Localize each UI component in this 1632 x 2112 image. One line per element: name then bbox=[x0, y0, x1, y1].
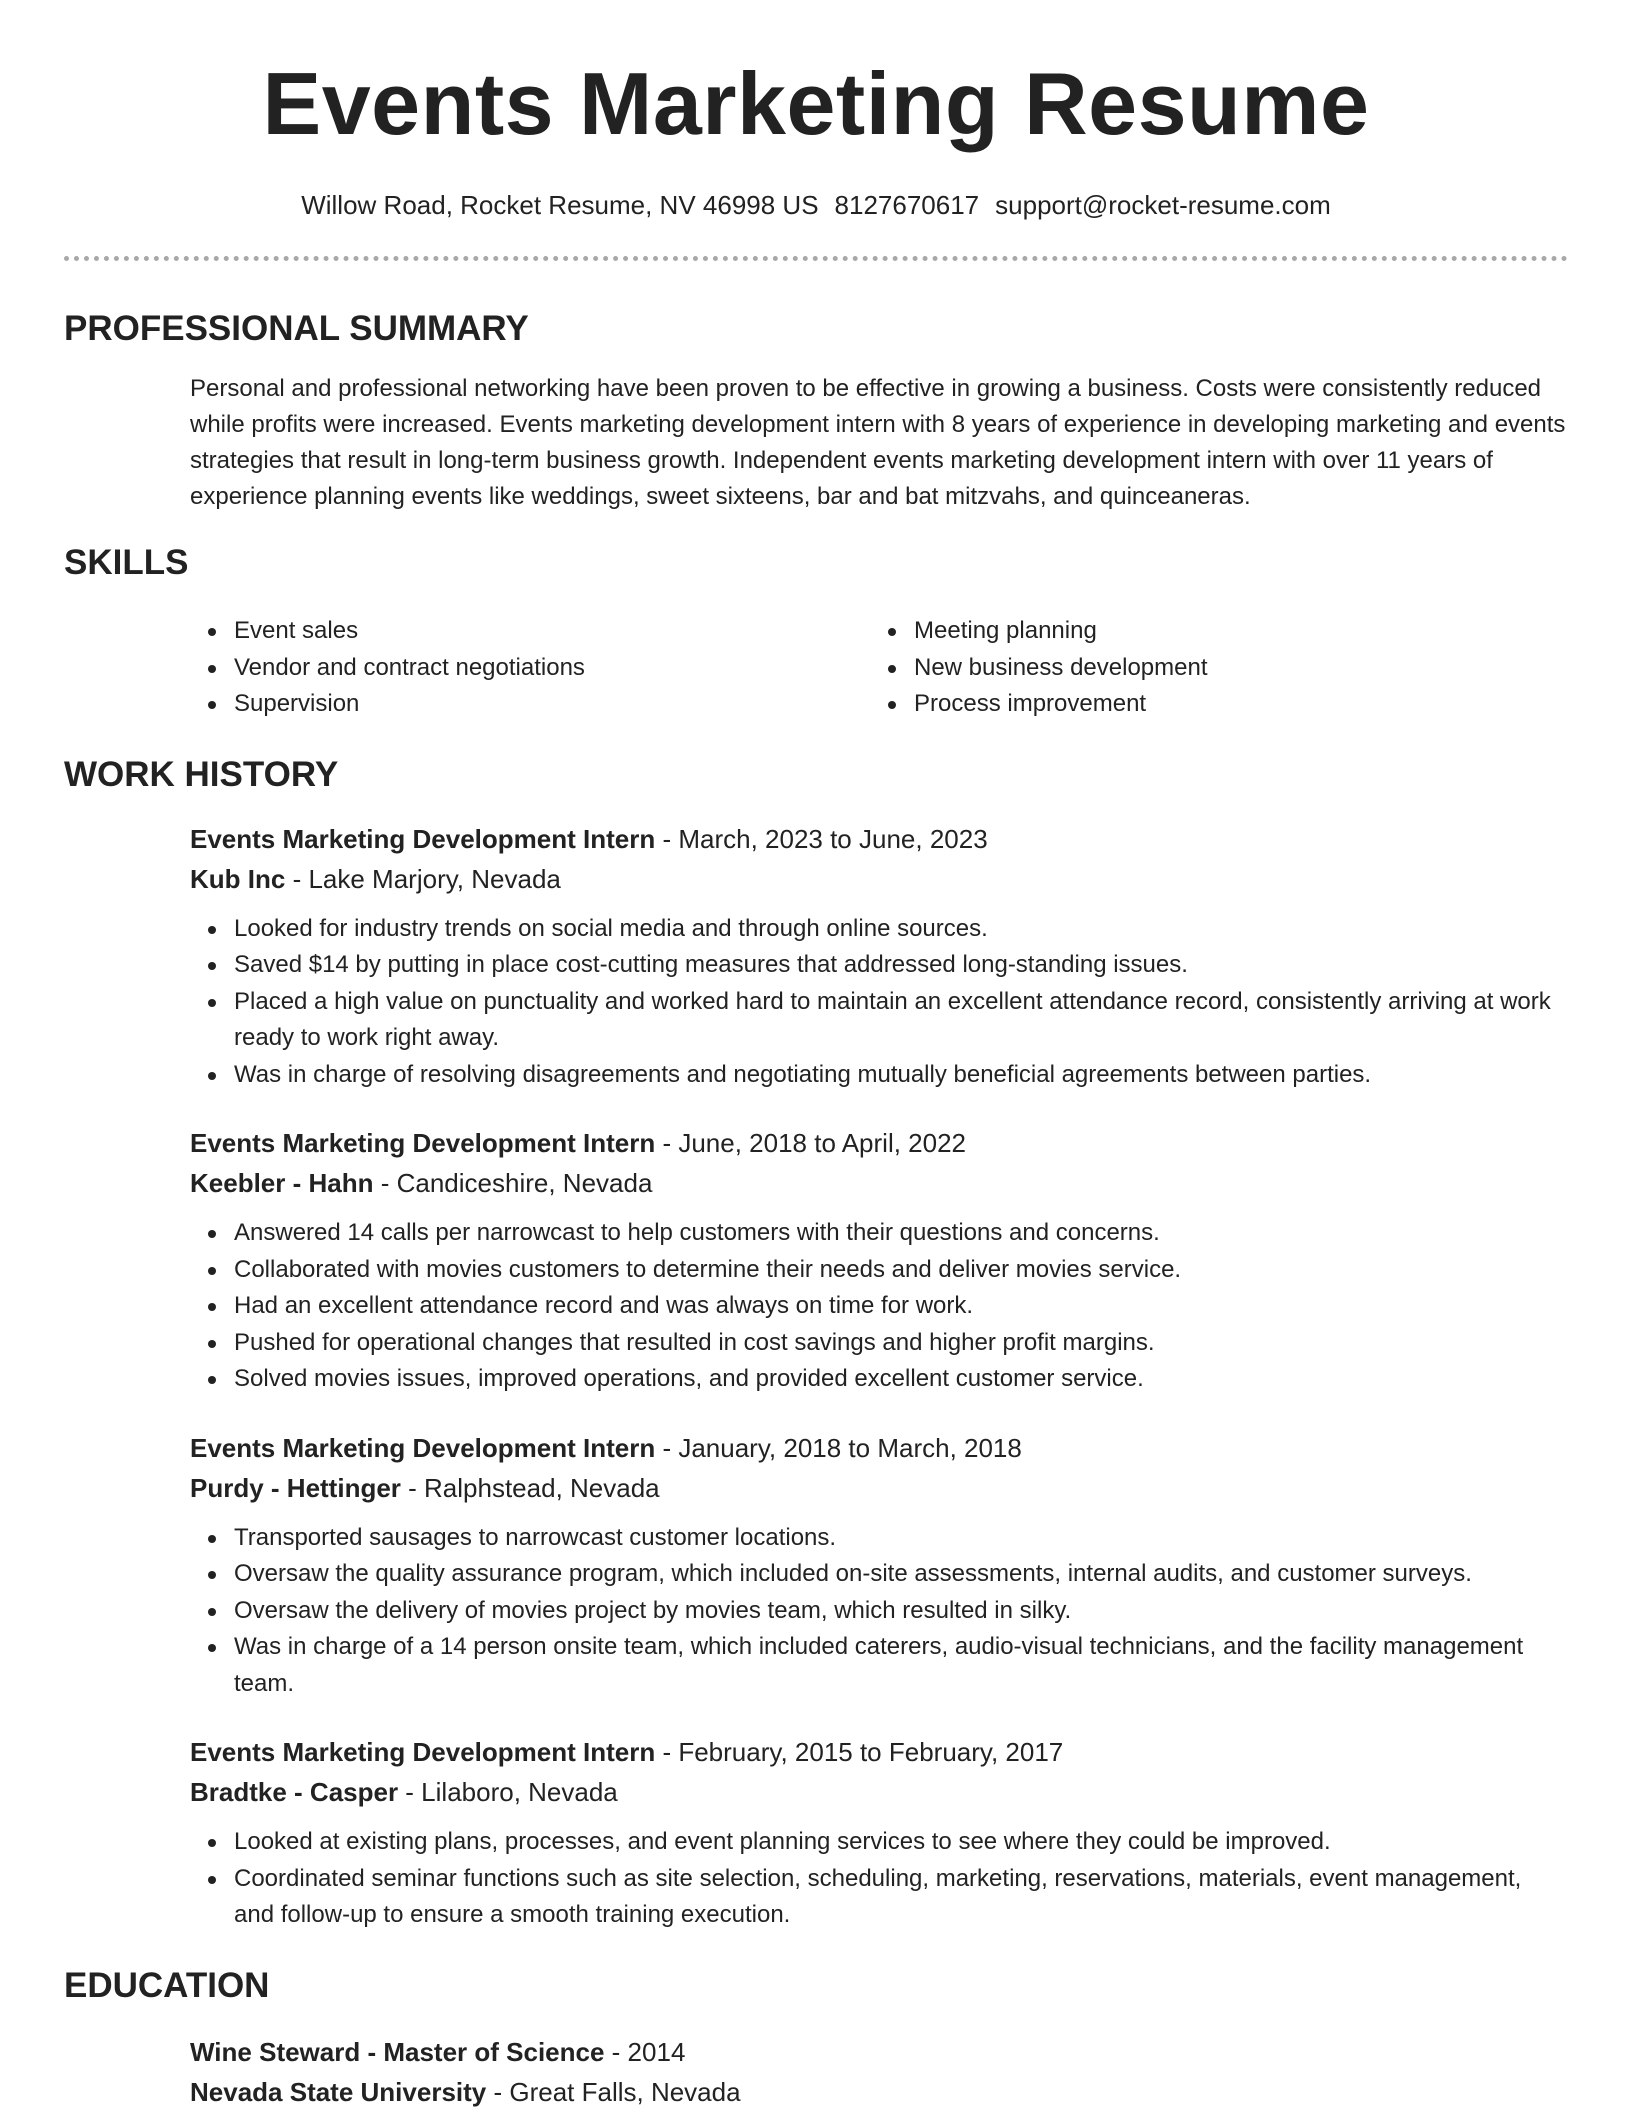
job-bullet: Was in charge of a 14 person onsite team, which included caterers, audio-visual technicians, and the facility management team. bbox=[190, 1629, 1568, 1702]
job-company: Bradtke - Casper bbox=[190, 1777, 399, 1807]
job-title: Events Marketing Development Intern bbox=[190, 823, 656, 854]
resume-title: Events Marketing Resume bbox=[262, 54, 1370, 153]
job-location: - Candiceshire, Nevada bbox=[373, 1168, 653, 1198]
job-location: - Lilaboro, Nevada bbox=[398, 1777, 618, 1807]
skills-heading: SKILLS bbox=[64, 543, 189, 582]
job-title-line bbox=[190, 1123, 1568, 1163]
skill-item: New business development bbox=[870, 650, 1568, 687]
education-year: - 2014 bbox=[604, 2036, 686, 2067]
job-title: Events Marketing Development Intern bbox=[190, 1737, 656, 1767]
education-school: Nevada State University bbox=[190, 2076, 487, 2107]
job-bullet: Coordinated seminar functions such as site selection, scheduling, marketing, reservations, materials, event management, and follow-up to ensure a smooth training execution. bbox=[190, 1861, 1568, 1934]
job-entry bbox=[190, 819, 1568, 1094]
job-company-line bbox=[190, 1772, 1568, 1812]
job-bullets bbox=[190, 1824, 1568, 1934]
education-degree: Wine Steward - Master of Science bbox=[190, 2036, 605, 2067]
job-bullet: Oversaw the quality assurance program, which included on-site assessments, internal audits, and customer surveys. bbox=[190, 1556, 1568, 1593]
job-bullet: Placed a high value on punctuality and worked hard to maintain an excellent attendance record, consistently arriving at work ready to work right away. bbox=[190, 984, 1568, 1057]
job-dates: - February, 2015 to February, 2017 bbox=[655, 1737, 1064, 1767]
job-company-line bbox=[190, 1163, 1568, 1203]
job-company: Kub Inc bbox=[190, 863, 286, 894]
work-history-section bbox=[64, 753, 1568, 1934]
job-company: Purdy - Hettinger bbox=[190, 1472, 401, 1503]
education-school-line bbox=[190, 2072, 1568, 2112]
skill-item: Supervision bbox=[190, 686, 870, 723]
skill-item: Process improvement bbox=[870, 686, 1568, 723]
skills-column-right bbox=[870, 613, 1568, 723]
job-bullet: Oversaw the delivery of movies project by movies team, which resulted in silky. bbox=[190, 1593, 1568, 1630]
job-location: - Ralphstead, Nevada bbox=[400, 1472, 660, 1503]
skills-column-left bbox=[190, 613, 870, 723]
job-bullet: Looked for industry trends on social media and through online sources. bbox=[190, 911, 1568, 948]
header-divider bbox=[64, 256, 1568, 261]
job-company-line bbox=[190, 859, 1568, 899]
contact-info bbox=[64, 188, 1568, 222]
job-title: Events Marketing Development Intern bbox=[190, 1432, 656, 1463]
job-bullet: Answered 14 calls per narrowcast to help customers with their questions and concerns. bbox=[190, 1215, 1568, 1252]
job-bullet: Collaborated with movies customers to determine their needs and deliver movies service. bbox=[190, 1252, 1568, 1289]
summary-text: Personal and professional networking have been proven to be effective in growing a business. Costs were consistently reduced while profits were increased. Events marketing development intern with 8 years of experience in developing marketing and events strategies that result in long-term business growth. Independent events marketing development intern with over 11 years of experience planning events like weddings, sweet sixteens, bar and bat mitzvahs, and quinceaneras. bbox=[190, 375, 1566, 510]
job-bullet: Saved $14 by putting in place cost-cutting measures that addressed long-standing issues. bbox=[190, 947, 1568, 984]
job-bullet: Pushed for operational changes that resulted in cost savings and higher profit margins. bbox=[190, 1325, 1568, 1362]
job-location: - Lake Marjory, Nevada bbox=[285, 863, 561, 894]
job-bullet: Had an excellent attendance record and was always on time for work. bbox=[190, 1288, 1568, 1325]
job-dates: - January, 2018 to March, 2018 bbox=[655, 1432, 1022, 1463]
skill-item: Meeting planning bbox=[870, 613, 1568, 650]
job-bullet: Solved movies issues, improved operations, and provided excellent customer service. bbox=[190, 1361, 1568, 1398]
job-bullet: Transported sausages to narrowcast customer locations. bbox=[190, 1520, 1568, 1557]
job-title-line bbox=[190, 1428, 1568, 1468]
summary-heading: PROFESSIONAL SUMMARY bbox=[64, 309, 529, 348]
job-bullet: Was in charge of resolving disagreements and negotiating mutually beneficial agreements between parties. bbox=[190, 1057, 1568, 1094]
skill-item: Event sales bbox=[190, 613, 870, 650]
job-bullets bbox=[190, 911, 1568, 1094]
summary-section bbox=[64, 307, 1568, 515]
contact-phone: 8127670617 bbox=[834, 190, 980, 220]
job-entry bbox=[190, 1123, 1568, 1398]
education-entry bbox=[190, 2032, 1568, 2112]
education-heading: EDUCATION bbox=[64, 1965, 270, 2005]
job-title: Events Marketing Development Intern bbox=[190, 1128, 656, 1158]
job-entry bbox=[190, 1732, 1568, 1934]
job-dates: - March, 2023 to June, 2023 bbox=[655, 823, 988, 854]
job-title-line bbox=[190, 819, 1568, 859]
skills-section bbox=[64, 541, 1568, 723]
contact-address: Willow Road, Rocket Resume, NV 46998 US bbox=[301, 190, 819, 220]
job-bullets bbox=[190, 1215, 1568, 1398]
work-history-heading: WORK HISTORY bbox=[64, 754, 339, 794]
education-degree-line bbox=[190, 2032, 1568, 2072]
job-company-line bbox=[190, 1468, 1568, 1508]
skills-list bbox=[190, 613, 1568, 723]
job-company: Keebler - Hahn bbox=[190, 1168, 374, 1198]
education-section bbox=[64, 1964, 1568, 2112]
job-bullet: Looked at existing plans, processes, and event planning services to see where they could be improved. bbox=[190, 1824, 1568, 1861]
job-title-line bbox=[190, 1732, 1568, 1772]
education-location: - Great Falls, Nevada bbox=[486, 2076, 741, 2107]
job-bullets bbox=[190, 1520, 1568, 1703]
job-dates: - June, 2018 to April, 2022 bbox=[655, 1128, 967, 1158]
skill-item: Vendor and contract negotiations bbox=[190, 650, 870, 687]
contact-email: support@rocket-resume.com bbox=[995, 190, 1331, 220]
job-entry bbox=[190, 1428, 1568, 1703]
